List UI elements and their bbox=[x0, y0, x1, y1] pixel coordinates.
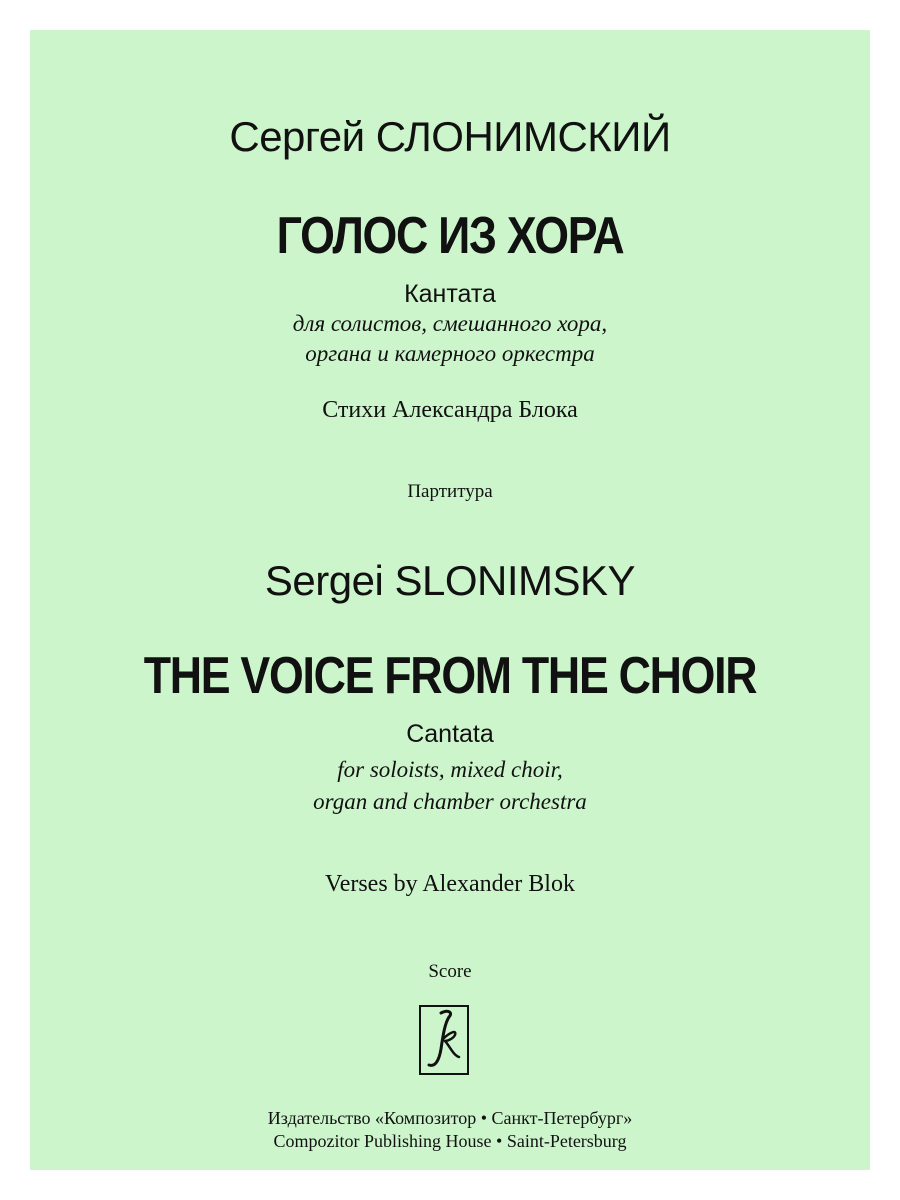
scoring-line2-ru: органа и камерного оркестра bbox=[305, 341, 595, 366]
genre-ru: Кантата bbox=[404, 280, 496, 308]
scoring-line2-en: organ and chamber orchestra bbox=[313, 789, 587, 814]
publisher-k-logo-icon bbox=[419, 1005, 469, 1075]
genre-en: Cantata bbox=[406, 720, 494, 748]
verses-en: Verses by Alexander Blok bbox=[325, 871, 575, 897]
publisher-line-en: Compozitor Publishing House • Saint-Petersburg bbox=[273, 1131, 627, 1151]
publisher-line-ru: Издательство «Композитор • Санкт-Петербург» bbox=[267, 1108, 633, 1128]
scoring-line1-en: for soloists, mixed choir, bbox=[337, 757, 563, 782]
verses-ru: Стихи Александра Блока bbox=[322, 397, 578, 423]
title-en: THE VOICE FROM THE CHOIR bbox=[143, 647, 757, 705]
edition-en: Score bbox=[428, 961, 472, 982]
cover-page bbox=[30, 30, 870, 1170]
scoring-line1-ru: для солистов, смешанного хора, bbox=[292, 311, 608, 336]
composer-name-en: Sergei SLONIMSKY bbox=[264, 557, 636, 604]
composer-name-ru: Сергей СЛОНИМСКИЙ bbox=[229, 113, 671, 160]
edition-ru: Партитура bbox=[407, 481, 493, 502]
title-ru: ГОЛОС ИЗ ХОРА bbox=[276, 207, 624, 265]
